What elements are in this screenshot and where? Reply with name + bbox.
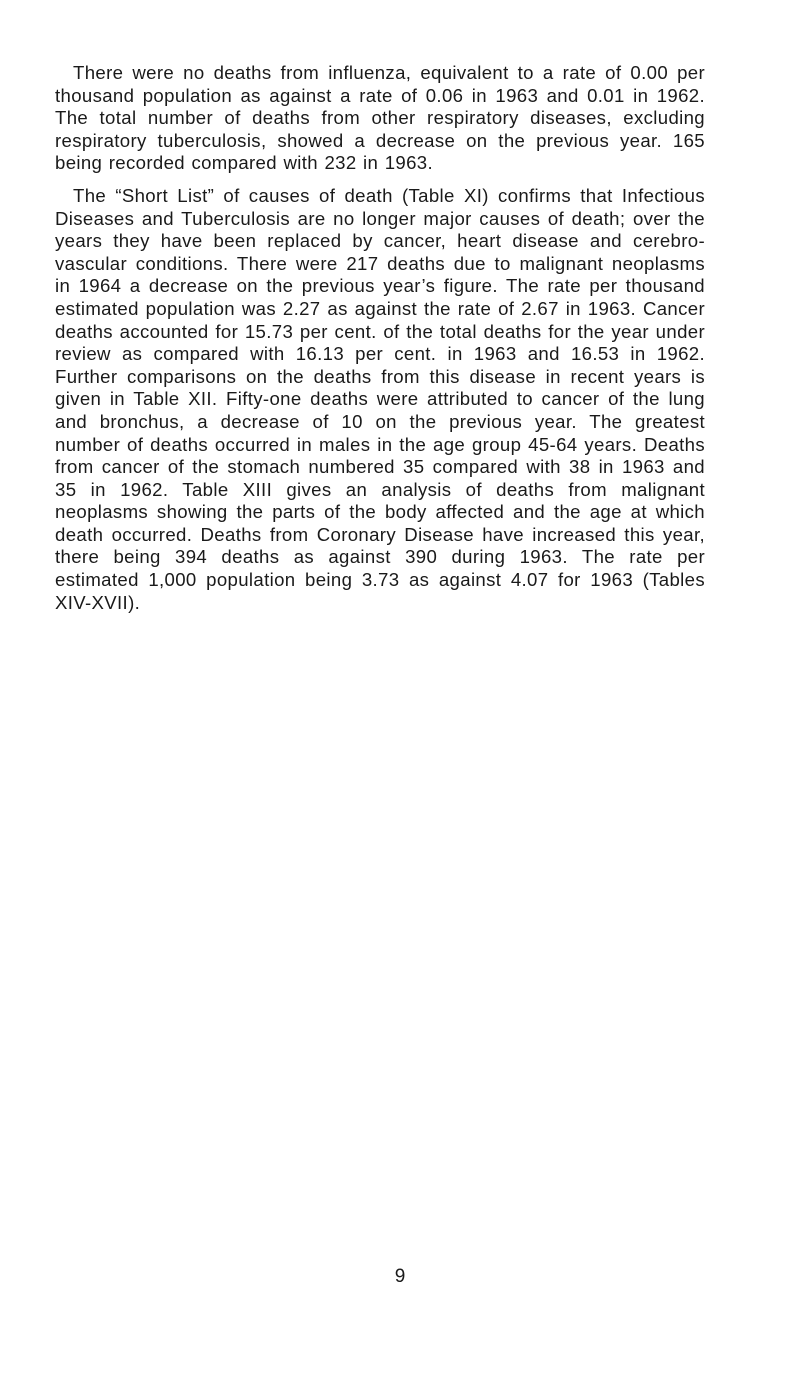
paragraph-causes-of-death: The “Short List” of causes of death (Table XI) confirms that Infectious Diseases and Tuberculosis are no longer major causes of death; over the years they have been replaced by cancer, heart disease and cerebro-vascular conditions. There were 217 deaths due to malignant neoplasms in 1964 a decrease on the previous year’s figure. The rate per thousand estimated population was 2.27 as against the rate of 2.67 in 1963. Cancer deaths accounted for 15.73 per cent. of the total deaths for the year under review as compared with 16.13 per cent. in 1963 and 16.53 in 1962. Further comparisons on the deaths from this disease in recent years is given in Table XII. Fifty-one deaths were attributed to cancer of the lung and bronchus, a decrease of 10 on the previous year. The greatest number of deaths occurred in males in the age group 45-64 years. Deaths from cancer of the stomach numbered 35 compared with 38 in 1963 and 35 in 1962. Table XIII gives an analysis of deaths from malignant neoplasms showing the parts of the body affected and the age at which death occurred. Deaths from Coronary Disease have increased this year, there being 394 deaths as against 390 during 1963. The rate per estimated 1,000 population being 3.73 as against 4.07 for 1963 (Tables XIV-XVII). <box>55 184 705 613</box>
page-number: 9 <box>394 1266 406 1287</box>
body-text <box>55 62 705 614</box>
paragraph-respiratory-deaths: There were no deaths from influenza, equivalent to a rate of 0.00 per thousand population as against a rate of 0.06 in 1963 and 0.01 in 1962. The total number of deaths from other respiratory diseases, excluding respiratory tuberculosis, showed a decrease on the previous year. 165 being recorded compared with 232 in 1963. <box>55 62 705 174</box>
